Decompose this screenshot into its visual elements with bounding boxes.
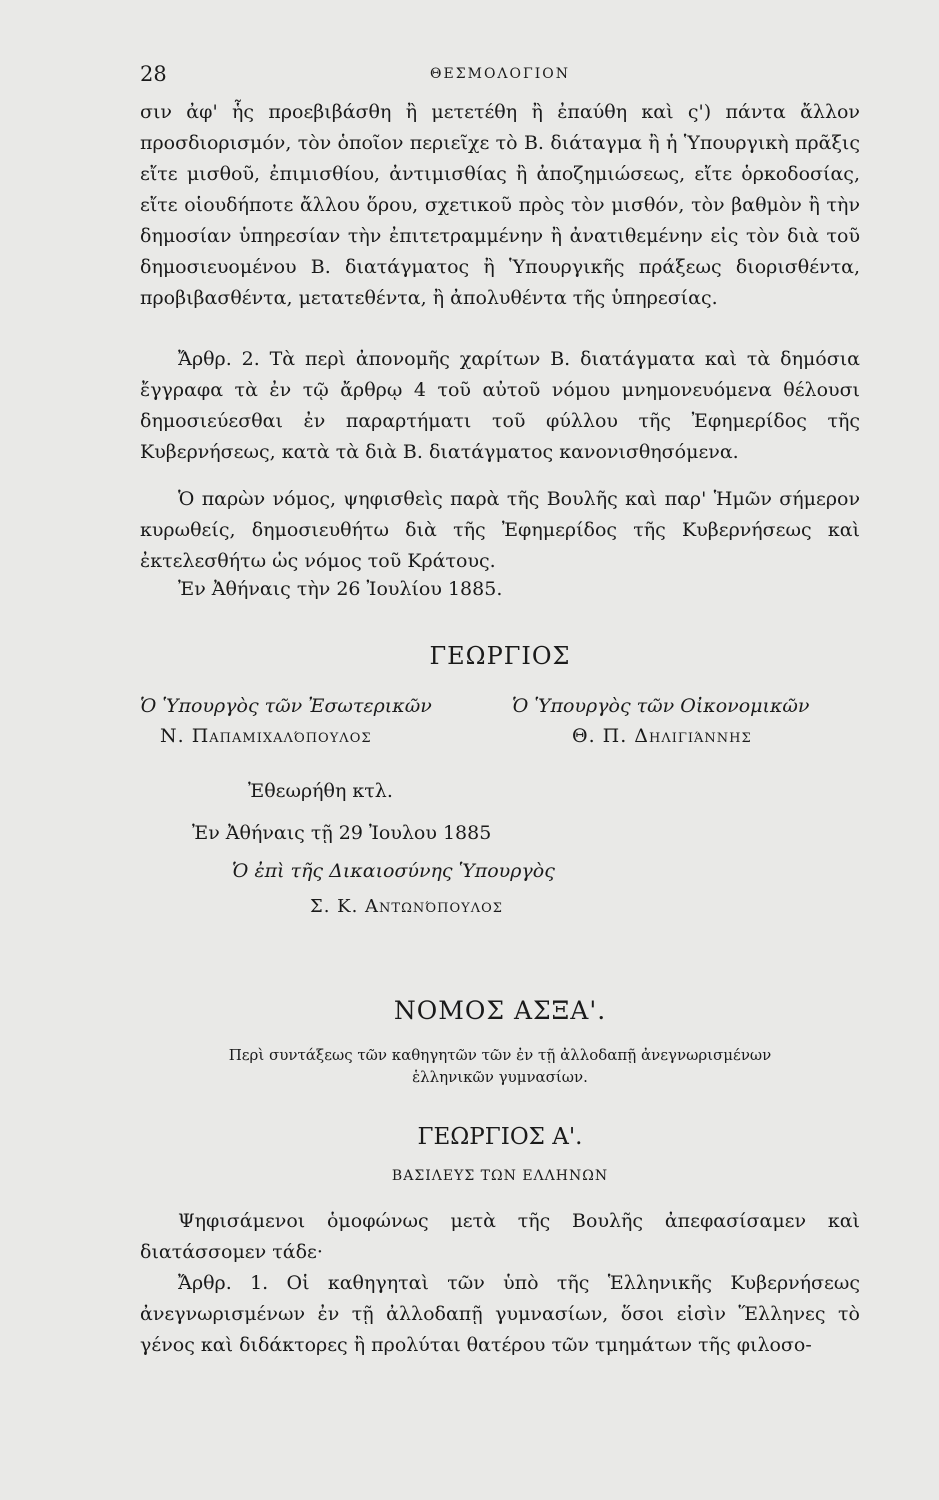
signatory-title: Ὁ Ὑπουργὸς τῶν Ἐσωτερικῶν: [140, 695, 432, 717]
law-subject-line-2: ἑλληνικῶν γυμνασίων.: [412, 1068, 588, 1086]
article-1-text: Ἄρθρ. 1. Οἱ καθηγηταὶ τῶν ὑπὸ τῆς Ἑλληνικῆς Κυβερνήσεως ἀνεγνωρισμένων ἐν τῇ ἀλλοδαπῇ γυμνασίων, ὅσοι εἰσὶν Ἕλληνες τὸ γένος καὶ διδάκτορες ἢ προλύται θατέρου τῶν τμημάτων τῆς φιλοσο-: [140, 1272, 860, 1356]
justice-minister-name: Σ. Κ. Αντωνόπουλος: [310, 896, 503, 917]
king-subheading: ΒΑΣΙΛΕΥΣ ΤΩΝ ΕΛΛΗΝΩΝ: [391, 1168, 609, 1184]
enactment-text: Ψηφισάμενοι ὁμοφώνως μετὰ τῆς Βουλῆς ἀπεφασίσαμεν καὶ διατάσσομεν τάδε·: [140, 1210, 860, 1263]
seen-note: Ἐθεωρήθη κτλ.: [248, 780, 393, 802]
running-title: ΘΕΣΜΟΛΟΓΙΟΝ: [430, 66, 570, 82]
continuation-text: σιν ἀφ' ἧς προεβιβάσθη ἢ μετετέθη ἢ ἐπαύθη καὶ ς') πάντα ἄλλον προσδιορισμόν, τὸν ὁποῖον περιεῖχε τὸ Β. διάταγμα ἢ ἡ Ὑπουργικὴ πρᾶξις εἴτε μισθοῦ, ἐπιμισθίου, ἀντιμισθίας ἢ ἀποζημιώσεως, εἴτε ὁρκοδοσίας, εἴτε οἱουδήποτε ἄλλου ὅρου, σχετικοῦ πρὸς τὸν μισθόν, τὸν βαθμὸν ἢ τὴν δημοσίαν ὑπηρεσίαν τὴν ἐπιτετραμμένην ἢ ἀνατιθεμένην εἰς τὸν διὰ τοῦ δημοσιευομένου Β. διατάγματος ἢ Ὑπουργικῆς πράξεως διορισθέντα, προβιβασθέντα, μετατεθέντα, ἢ ἀπολυθέντα τῆς ὑπηρεσίας.: [140, 101, 860, 309]
king-signature: ΓΕΩΡΓΙΟΣ: [429, 642, 571, 670]
signatory-title: Ὁ Ὑπουργὸς τῶν Οἰκονομικῶν: [512, 695, 810, 717]
page-number: 28: [140, 62, 167, 86]
ratification-paragraph: [140, 484, 860, 577]
continuation-paragraph: [140, 97, 860, 314]
ratification-text: Ὁ παρὼν νόμος, ψηφισθεὶς παρὰ τῆς Βουλῆς καὶ παρ' Ἡμῶν σήμερον κυρωθείς, δημοσιευθήτω διὰ τῆς Ἐφημερίδος τῆς Κυβερνήσεως καὶ ἐκτελεσθήτω ὡς νόμος τοῦ Κράτους.: [140, 488, 860, 572]
signatory-name: Θ. Π. Δηλιγιάννης: [572, 725, 752, 747]
place-date: [140, 574, 860, 605]
signature-interior-minister: [140, 692, 500, 752]
signatory-name: Ν. Παπαμιχαλόπουλος: [160, 725, 372, 747]
seen-date: Ἐν Ἀθήναις τῇ 29 Ἰουλου 1885: [192, 822, 492, 844]
signature-finance-minister: [512, 692, 872, 752]
law-subject-line-1: Περὶ συντάξεως τῶν καθηγητῶν τῶν ἐν τῇ ἀλλοδαπῇ ἀνεγνωρισμένων: [228, 1046, 772, 1064]
article-1: [140, 1268, 860, 1361]
page-header: [140, 62, 860, 92]
justice-minister-title: Ὁ ἐπὶ τῆς Δικαιοσύνης Ὑπουργὸς: [232, 860, 555, 882]
article-2-text: Ἄρθρ. 2. Τὰ περὶ ἀπονομῆς χαρίτων Β. διατάγματα καὶ τὰ δημόσια ἔγγραφα τὰ ἐν τῷ ἄρθρῳ 4 τοῦ αὐτοῦ νόμου μνημονευόμενα θέλουσι δημοσιεύεσθαι ἐν παραρτήματι τοῦ φύλλου τῆς Ἐφημερίδος τῆς Κυβερνήσεως, κατὰ τὰ διὰ Β. διατάγματος κανονισθησόμενα.: [140, 348, 860, 463]
law-subject: [140, 1044, 860, 1088]
place-date-text: Ἐν Ἀθήναις τὴν 26 Ἰουλίου 1885.: [178, 578, 503, 600]
article-2: [140, 344, 860, 468]
minister-signatures: [140, 692, 860, 762]
law-title: ΝΟΜΟΣ ΑΣΞΑ'.: [393, 996, 607, 1025]
enactment-paragraph: [140, 1206, 860, 1268]
king-heading: ΓΕΩΡΓΙΟΣ Α'.: [417, 1124, 583, 1150]
